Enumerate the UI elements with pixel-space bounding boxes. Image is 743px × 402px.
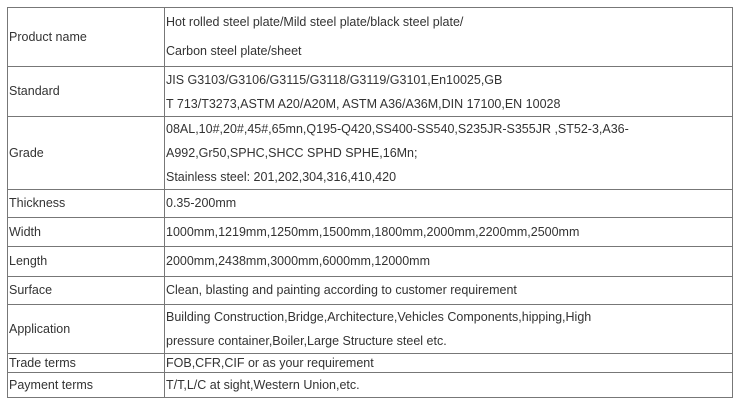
value-line: A992,Gr50,SPHC,SHCC SPHD SPHE,16Mn; — [166, 146, 418, 160]
value-line: Hot rolled steel plate/Mild steel plate/black steel plate/ — [166, 15, 464, 29]
value-line: FOB,CFR,CIF or as your requirement — [166, 356, 374, 370]
table-row-width — [8, 218, 733, 247]
value-line: JIS G3103/G3106/G3115/G3118/G3119/G3101,En10025,GB — [166, 72, 503, 87]
table-row-thickness — [8, 190, 733, 218]
row-label: Payment terms — [8, 373, 165, 398]
table-row-payment-terms — [8, 373, 733, 398]
row-value — [165, 354, 733, 373]
value-line: 0.35-200mm — [166, 196, 237, 210]
row-value — [165, 67, 733, 117]
table-row-standard — [8, 67, 733, 117]
value-line: pressure container,Boiler,Large Structure steel etc. — [166, 334, 447, 348]
row-label: Thickness — [8, 190, 165, 218]
value-line: 08AL,10#,20#,45#,65mn,Q195-Q420,SS400-SS540,S235JR-S355JR ,ST52-3,A36- — [166, 122, 629, 136]
row-value — [165, 218, 733, 247]
table-row-trade-terms — [8, 354, 733, 373]
table-row-length — [8, 247, 733, 277]
row-label: Surface — [8, 277, 165, 305]
value-line: 1000mm,1219mm,1250mm,1500mm,1800mm,2000mm,2200mm,2500mm — [166, 224, 580, 239]
row-value — [165, 247, 733, 277]
row-label: Length — [8, 247, 165, 277]
row-value — [165, 117, 733, 190]
row-label: Standard — [8, 67, 165, 117]
row-label: Application — [8, 305, 165, 354]
row-value — [165, 8, 733, 67]
row-label: Trade terms — [8, 354, 165, 373]
value-line: Stainless steel: 201,202,304,316,410,420 — [166, 170, 397, 184]
value-line: Building Construction,Bridge,Architecture,Vehicles Components,hipping,High — [166, 310, 592, 324]
row-label: Width — [8, 218, 165, 247]
table-row-application — [8, 305, 733, 354]
row-value — [165, 190, 733, 218]
row-value — [165, 373, 733, 398]
table-row-product-name — [8, 8, 733, 67]
value-line: Clean, blasting and painting according to customer requirement — [166, 283, 517, 297]
value-line: Carbon steel plate/sheet — [166, 44, 302, 58]
row-value — [165, 305, 733, 354]
value-line: T 713/T3273,ASTM A20/A20M, ASTM A36/A36M,DIN 17100,EN 10028 — [166, 96, 561, 111]
table-row-grade — [8, 117, 733, 190]
value-line: 2000mm,2438mm,3000mm,6000mm,12000mm — [166, 254, 431, 268]
product-spec-table — [7, 7, 733, 398]
value-line: T/T,L/C at sight,Western Union,etc. — [166, 378, 360, 392]
row-label: Grade — [8, 117, 165, 190]
row-label: Product name — [8, 8, 165, 67]
row-value — [165, 277, 733, 305]
table-row-surface — [8, 277, 733, 305]
